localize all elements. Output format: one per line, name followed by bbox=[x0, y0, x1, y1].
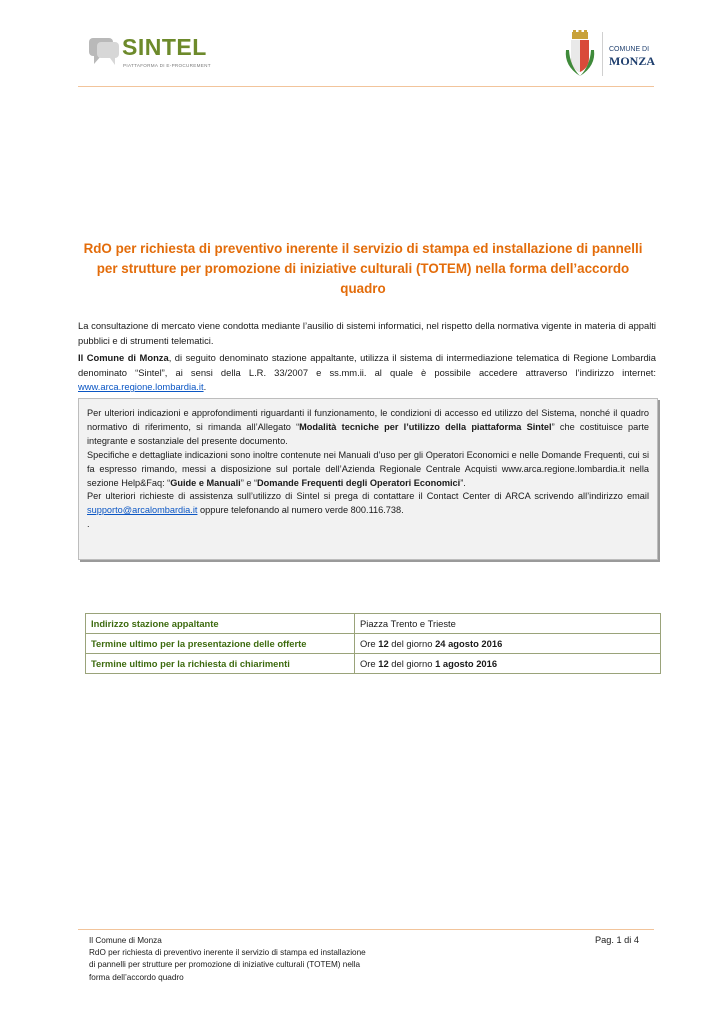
sintel-tagline: PIATTAFORMA DI E-PROCUREMENT bbox=[123, 63, 211, 68]
table-row bbox=[86, 634, 661, 654]
guide-manuali-label: Guide e Manuali bbox=[170, 477, 241, 488]
footer-line: di pannelli per strutture per promozione di iniziative culturali (TOTEM) nella bbox=[89, 960, 361, 970]
intro-paragraph-1: La consultazione di mercato viene condotta mediante l’ausilio di sistemi informatici, nel rispetto della normativa vigente in materia di appalti pubblici e di strumenti telematici. bbox=[78, 320, 656, 346]
info-text: oppure telefonando al numero verde 800.116.738. bbox=[197, 505, 404, 516]
table-value bbox=[355, 654, 661, 674]
intro-paragraph-2-end: . bbox=[203, 381, 207, 393]
info-text: Per ulteriori richieste di assistenza sull’utilizzo di Sintel si prega di contattare il Contact Center di ARCA scrivendo all’indirizzo email bbox=[87, 491, 649, 502]
value-text: Ore bbox=[360, 658, 379, 669]
table-value bbox=[355, 634, 661, 654]
info-text: ” che costituisce parte integrante e sostanziale del presente documento. bbox=[87, 421, 649, 446]
info-box-paragraph-1 bbox=[87, 407, 649, 449]
value-text: del giorno bbox=[388, 658, 436, 669]
info-text: ”. bbox=[460, 477, 466, 488]
table-key: Termine ultimo per la presentazione delle offerte bbox=[86, 634, 355, 654]
arca-link[interactable]: www.arca.regione.lombardia.it bbox=[78, 381, 204, 393]
deadline-hour: 12 bbox=[378, 638, 389, 649]
document-title: RdO per richiesta di preventivo inerente il servizio di stampa ed installazione di pannelli per strutture per promozione di iniziative culturali (TOTEM) nella forma dell’accordo quadro bbox=[83, 241, 643, 296]
sintel-wordmark: SINTEL bbox=[122, 34, 207, 60]
value-text: del giorno bbox=[388, 638, 436, 649]
table-key: Indirizzo stazione appaltante bbox=[86, 614, 355, 634]
allegato-title: Modalità tecniche per l’utilizzo della piattaforma Sintel bbox=[299, 421, 552, 432]
intro-paragraph-2-text: , di seguito denominato stazione appaltante, utilizza il sistema di intermediazione telematica di Regione Lombardia denominato “Sintel”, ai sensi della L.R. 33/2007 e ss.mm.ii. al quale è possibile accedere attraverso l’indirizzo internet: bbox=[78, 352, 656, 378]
table-key: Termine ultimo per la richiesta di chiarimenti bbox=[86, 654, 355, 674]
info-box bbox=[78, 398, 658, 560]
footer-text bbox=[89, 935, 409, 984]
table-value: Piazza Trento e Trieste bbox=[355, 614, 661, 634]
sintel-logo bbox=[88, 30, 218, 78]
deadline-date: 1 agosto 2016 bbox=[435, 658, 498, 669]
deadline-date: 24 agosto 2016 bbox=[435, 638, 503, 649]
header-divider bbox=[78, 86, 654, 87]
intro-paragraph-2 bbox=[78, 351, 656, 395]
deadline-hour: 12 bbox=[378, 658, 389, 669]
speech-bubble-icon bbox=[88, 32, 122, 72]
comune-name: Il Comune di Monza bbox=[78, 352, 169, 363]
info-text: ” e “ bbox=[240, 477, 258, 488]
table-row bbox=[86, 654, 661, 674]
footer-line: forma dell’accordo quadro bbox=[89, 972, 184, 982]
info-text: Per ulteriori indicazioni e approfondimenti riguardanti il funzionamento, le condizioni di accesso ed utilizzo del Sistema, nonché il quadro normativo di riferimento, si rimanda all’Allegato “ bbox=[87, 408, 649, 432]
info-box-paragraph-2 bbox=[87, 449, 649, 491]
table-row bbox=[86, 614, 661, 634]
footer-line: RdO per richiesta di preventivo inerente il servizio di stampa ed installazione bbox=[89, 948, 366, 958]
monza-line2: MONZA bbox=[609, 54, 655, 68]
info-text: Specifiche e dettagliate indicazioni sono inoltre contenute nei Manuali d’uso per gli Operatori Economici e nelle Domande Frequenti, cui si fa espresso rimando, messi a disposizione sul portale dell’Azienda Regionale Centrale Acquisti www.arca.regione.lombardia.it nella sezione Help&Faq: “ bbox=[87, 449, 649, 488]
domande-frequenti-label: Domande Frequenti degli Operatori Economici bbox=[257, 477, 461, 488]
info-box-paragraph-3 bbox=[87, 490, 649, 518]
info-box-paragraph-4: . bbox=[87, 519, 90, 530]
logo-divider bbox=[602, 32, 603, 76]
footer-divider bbox=[78, 929, 654, 930]
support-email-link[interactable]: supporto@arcalombardia.it bbox=[87, 505, 198, 516]
page-number: Pag. 1 di 4 bbox=[595, 935, 639, 945]
key-info-table bbox=[85, 613, 661, 674]
footer-line: Il Comune di Monza bbox=[89, 936, 162, 945]
comune-monza-logo bbox=[562, 30, 658, 80]
coat-of-arms-icon bbox=[562, 30, 598, 80]
value-text: Ore bbox=[360, 638, 379, 649]
monza-line1: COMUNE DI bbox=[609, 46, 650, 53]
